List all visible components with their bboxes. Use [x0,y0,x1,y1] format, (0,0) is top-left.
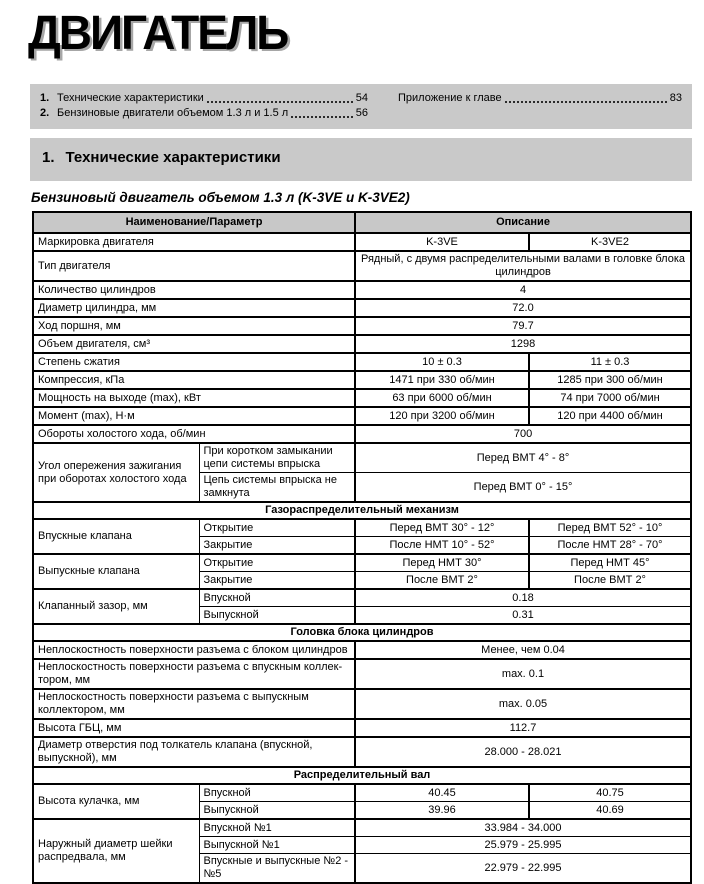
param-cell: Количество цилиндров [33,281,355,299]
value-cell: 40.75 [529,784,691,802]
toc-item-page: 56 [355,107,368,119]
value-cell: 22.979 - 22.995 [355,854,691,884]
toc-right-column [398,91,682,121]
dot-leader [505,101,667,103]
param-cell: Маркировка двигателя [33,233,355,251]
value-cell: 4 [355,281,691,299]
value-cell: 120 при 4400 об/мин [529,407,691,425]
param-cell: Выпускной [199,607,355,625]
param-cell: Закрытие [199,572,355,590]
value-cell: 700 [355,425,691,443]
param-cell: Ход поршня, мм [33,317,355,335]
toc-item-label: Приложение к главе [398,92,502,104]
param-cell: Открытие [199,519,355,537]
value-cell: 0.31 [355,607,691,625]
param-cell: Клапанный зазор, мм [33,589,199,624]
param-cell: Компрессия, кПа [33,371,355,389]
value-cell: 0.18 [355,589,691,607]
param-cell: Закрытие [199,537,355,555]
spec-table [32,211,692,884]
param-cell: Впускной [199,589,355,607]
value-cell: Перед НМТ 30° [355,554,529,572]
toc-item-number: 2. [40,107,50,119]
param-cell: Момент (max), Н·м [33,407,355,425]
value-cell: После ВМТ 2° [355,572,529,590]
param-cell: Высота ГБЦ, мм [33,719,355,737]
toc-item-page: 54 [355,92,368,104]
value-cell: K-3VE [355,233,529,251]
section-number: 1. [42,149,55,166]
param-cell: Впускные клапана [33,519,199,554]
value-cell: K-3VE2 [529,233,691,251]
value-cell: 112.7 [355,719,691,737]
param-cell: Наружный диаметр шейки распредвала, мм [33,819,199,883]
param-cell: Мощность на выходе (max), кВт [33,389,355,407]
toc-item-label: Бензиновые двигатели объемом 1.3 л и 1.5 л [57,107,289,119]
value-cell: 74 при 7000 об/мин [529,389,691,407]
value-cell: Перед НМТ 45° [529,554,691,572]
param-cell: Впускной №1 [199,819,355,837]
value-cell: 40.69 [529,802,691,820]
section-label: Технические характеристики [65,149,281,166]
param-cell: Впускные и выпускные №2 - №5 [199,854,355,884]
section-heading-bar [30,138,692,181]
param-cell: Диаметр цилиндра, мм [33,299,355,317]
param-cell: При коротком замыкании цепи системы впрыска [199,443,355,473]
toc-item [398,91,682,106]
dot-leader [291,116,353,118]
value-cell: max. 0.1 [355,659,691,689]
value-cell: 11 ± 0.3 [529,353,691,371]
value-cell: 79.7 [355,317,691,335]
param-cell: Неплоскостность поверхности разъема с выпускным коллектором, мм [33,689,355,719]
toc-left-column [40,91,368,121]
param-cell: Высота кулачка, мм [33,784,199,819]
param-cell: Неплоскостность поверхности разъема с блоком цилиндров [33,641,355,659]
param-cell: Неплоскостность поверхности разъема с впускным коллек-тором, мм [33,659,355,689]
param-cell: Цепь системы впрыска не замкнута [199,473,355,503]
value-cell: 72.0 [355,299,691,317]
value-cell: После НМТ 28° - 70° [529,537,691,555]
value-cell: 39.96 [355,802,529,820]
page-title: ДВИГАТЕЛЬ [28,5,288,60]
value-cell: 1298 [355,335,691,353]
table-subtitle: Бензиновый двигатель объемом 1.3 л (K-3VE и K-3VE2) [31,190,410,205]
toc-item-label: Технические характеристики [57,92,204,104]
param-cell: Впускной [199,784,355,802]
value-cell: Перед ВМТ 52° - 10° [529,519,691,537]
toc-item-number: 1. [40,92,50,104]
value-cell: Перед ВМТ 0° - 15° [355,473,691,503]
param-cell: Выпускной [199,802,355,820]
value-cell: 10 ± 0.3 [355,353,529,371]
param-cell: Тип двигателя [33,251,355,281]
value-cell: 63 при 6000 об/мин [355,389,529,407]
value-cell: 28.000 - 28.021 [355,737,691,767]
value-cell: После ВМТ 2° [529,572,691,590]
spec-table-body [33,212,691,883]
toc-item-page: 83 [669,92,682,104]
value-cell: 1285 при 300 об/мин [529,371,691,389]
param-cell: Выпускной №1 [199,837,355,854]
param-cell: Обороты холостого хода, об/мин [33,425,355,443]
column-header: Описание [355,212,691,233]
toc-item [40,106,368,121]
param-cell: Открытие [199,554,355,572]
param-cell: Степень сжатия [33,353,355,371]
value-cell: Перед ВМТ 30° - 12° [355,519,529,537]
table-section-heading: Головка блока цилиндров [33,624,691,641]
table-section-heading: Газораспределительный механизм [33,502,691,519]
table-section-heading: Распределительный вал [33,767,691,784]
param-cell: Объем двигателя, см³ [33,335,355,353]
column-header: Наименование/Параметр [33,212,355,233]
value-cell: 1471 при 330 об/мин [355,371,529,389]
value-cell: max. 0.05 [355,689,691,719]
value-cell: 33.984 - 34.000 [355,819,691,837]
dot-leader [207,101,353,103]
param-cell: Диаметр отверстия под толкатель клапана (впускной, выпускной), мм [33,737,355,767]
value-cell: 40.45 [355,784,529,802]
param-cell: Выпускные клапана [33,554,199,589]
chapter-toc [30,84,692,129]
value-cell: 25.979 - 25.995 [355,837,691,854]
value-cell: Менее, чем 0.04 [355,641,691,659]
param-cell: Угол опережения зажигания при оборотах холостого хода [33,443,199,502]
value-cell: Рядный, с двумя распределительными валами в головке блока цилиндров [355,251,691,281]
value-cell: Перед ВМТ 4° - 8° [355,443,691,473]
value-cell: После НМТ 10° - 52° [355,537,529,555]
toc-item [40,91,368,106]
value-cell: 120 при 3200 об/мин [355,407,529,425]
